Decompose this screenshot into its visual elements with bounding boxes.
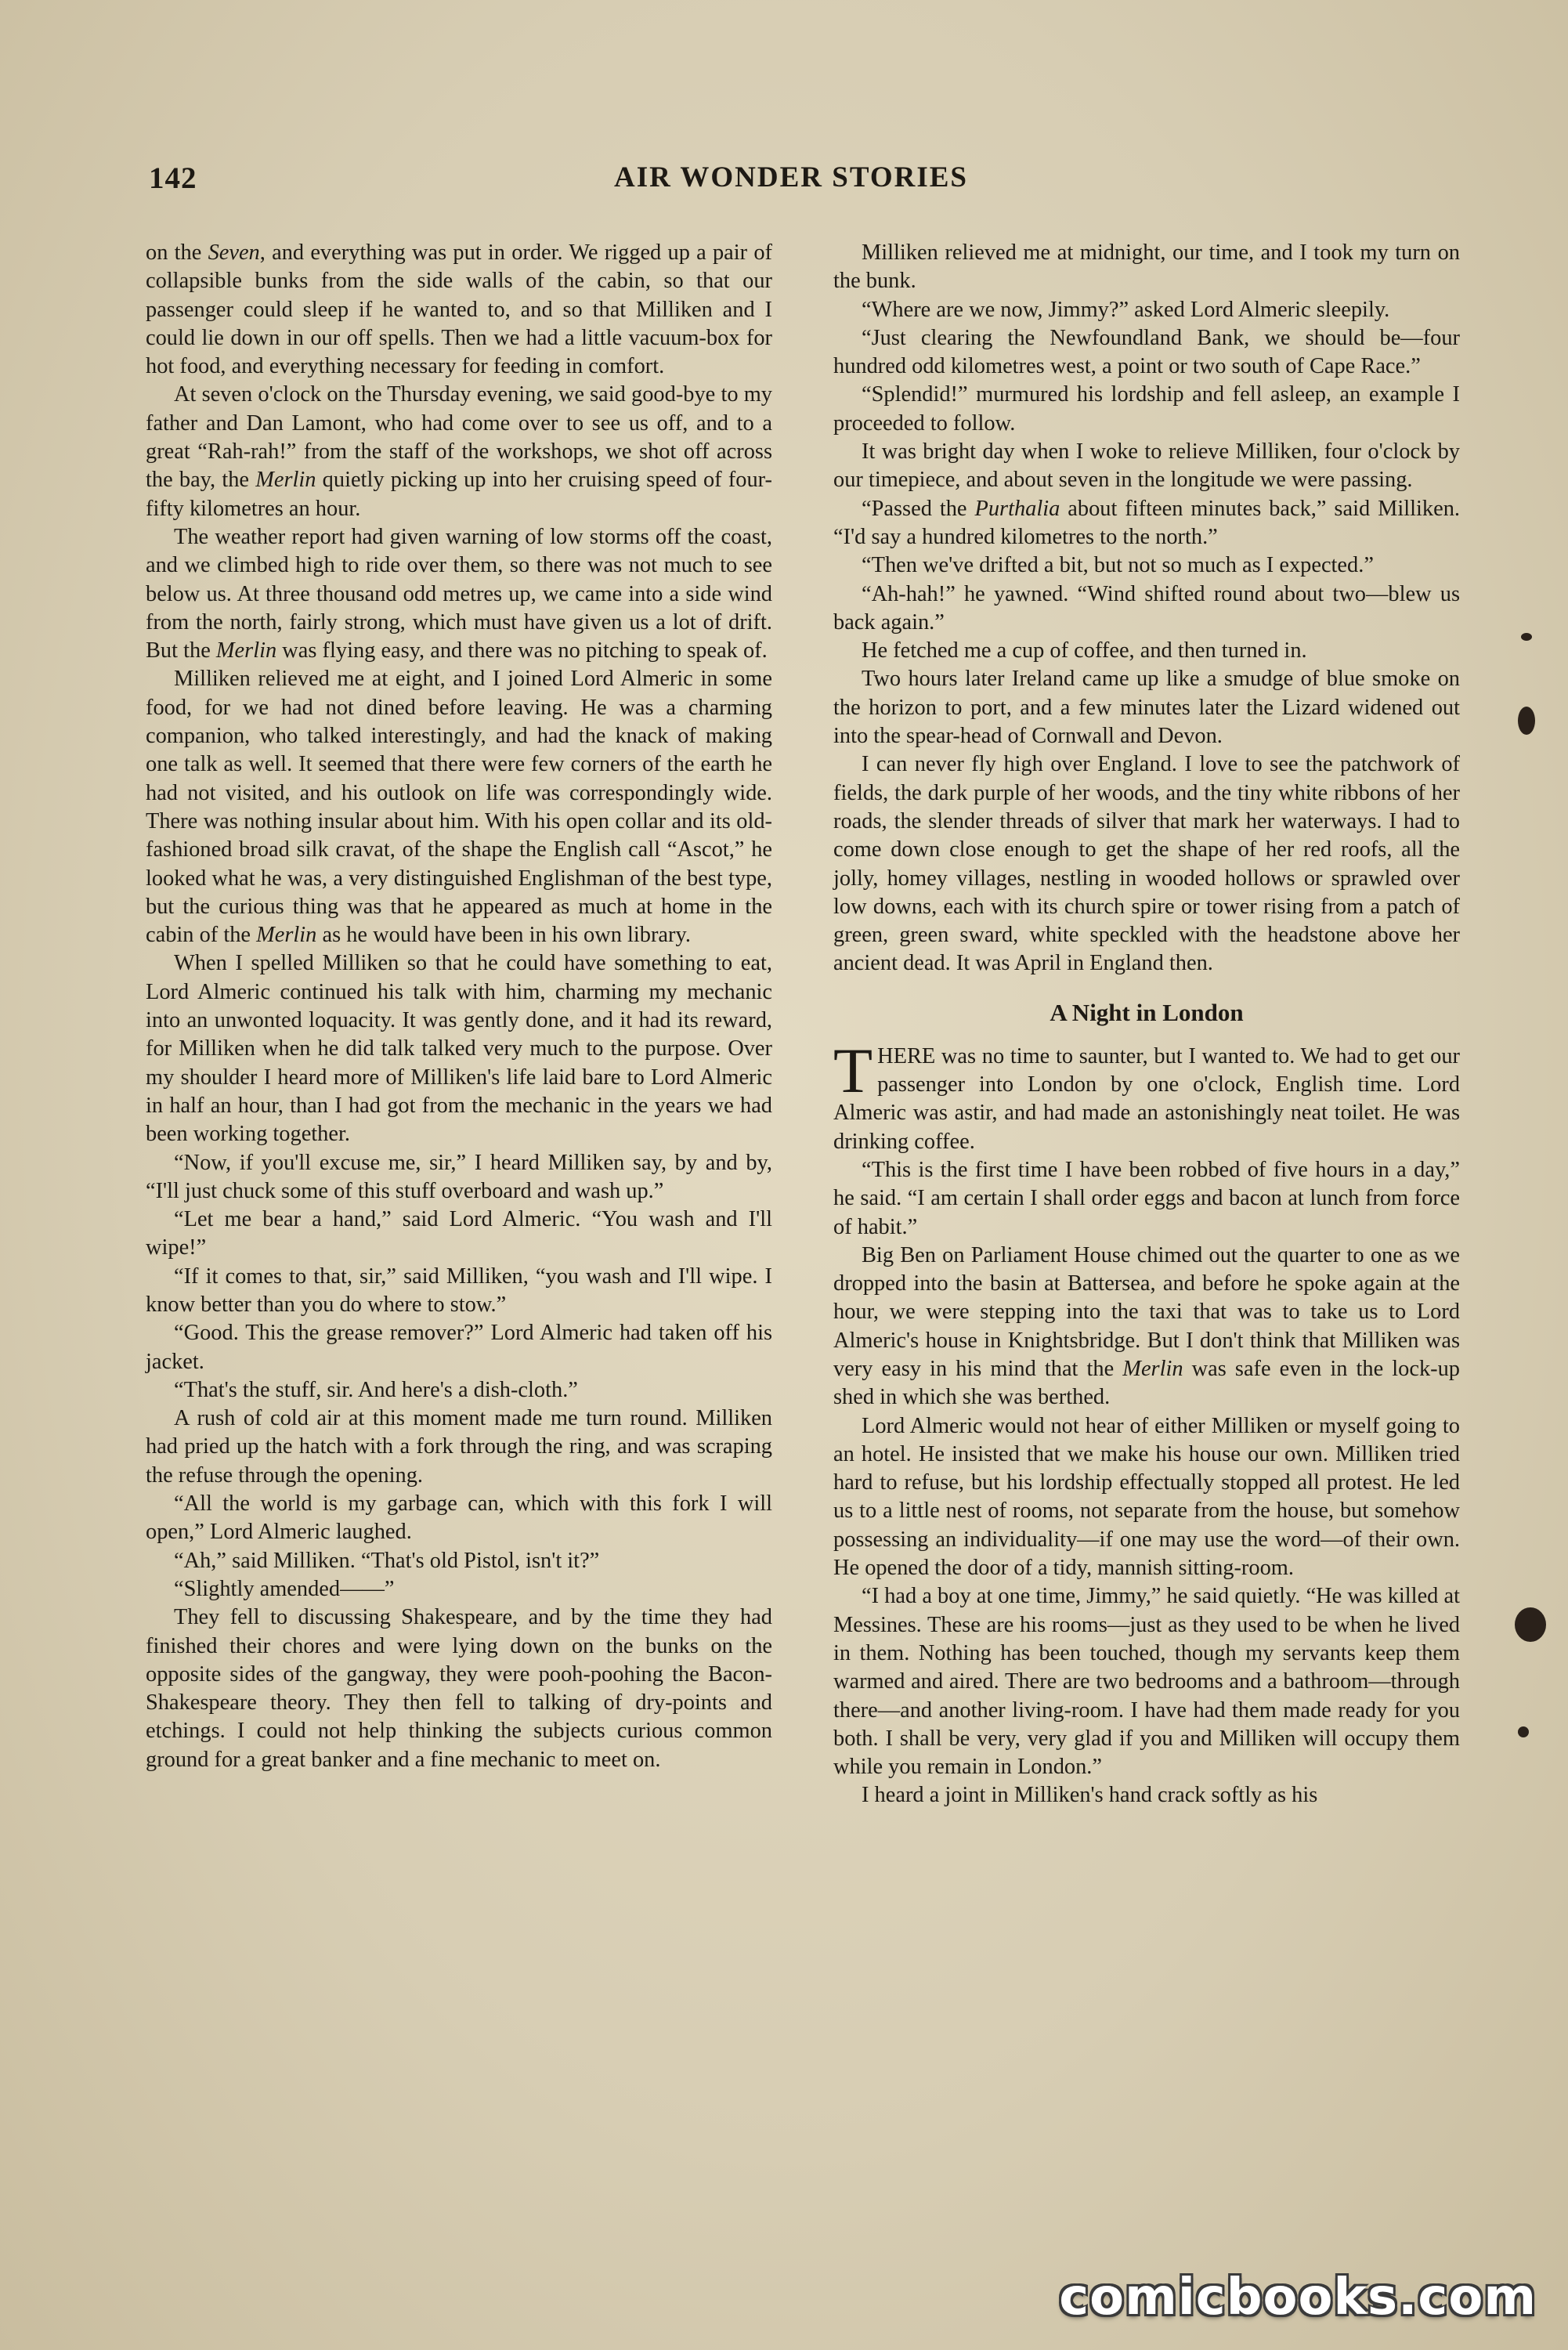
page-header: [149, 161, 1433, 208]
binder-hole-mark: [1518, 707, 1535, 735]
right-column: [833, 239, 1460, 1810]
paragraph: “That's the stuff, sir. And here's a dish-cloth.”: [174, 1377, 578, 1402]
binder-hole-mark: [1518, 1726, 1529, 1737]
paragraph: “Now, if you'll excuse me, sir,” I heard Milliken say, by and by, “I'll just chuck some of this stuff overboard and wash up.”: [146, 1150, 772, 1203]
page-number: 142: [149, 161, 197, 195]
paragraph: on the Seven, and everything was put in order. We rigged up a pair of collapsible bunks from the side walls of the cabin, so that our passenger could sleep if he wanted to, and so that Milliken and I could lie down in our off spells. Then we had a little vacuum-box for hot food, and everything necessary for feeding in comfort.: [146, 240, 772, 379]
paragraph: It was bright day when I woke to relieve Milliken, four o'clock by our timepiece, and about seven in the longitude we were passing.: [833, 439, 1460, 493]
paragraph: Big Ben on Parliament House chimed out the quarter to one as we dropped into the basin at Battersea, and before he spoke again at the hour, we were stepping into the taxi that was to take us to Lord Almeric's house in Knightsbridge. But I don't think that Milliken was very easy in his mind that the Merlin was safe even in the lock-up shed in which she was berthed.: [833, 1242, 1460, 1410]
section-first-paragraph-text: HERE was no time to saunter, but I wanted to. We had to get our passenger into London by one o'clock, English time. Lord Almeric was astir, and had made an astonishingly neat toilet. He was drinking coffee.: [833, 1043, 1460, 1154]
paragraph: He fetched me a cup of coffee, and then turned in.: [862, 638, 1307, 663]
section-heading: A Night in London: [1050, 998, 1244, 1026]
magazine-title: AIR WONDER STORIES: [613, 161, 969, 193]
paragraph: The weather report had given warning of low storms off the coast, and we climbed high to ride over them, so there was not much to see below us. At three thousand odd metres up, we came into a side wind from the north, fairly strong, which must have given us a lot of drift. But the Merlin was flying easy, and there was no pitching to speak of.: [146, 524, 772, 663]
drop-cap: T: [833, 1034, 873, 1106]
paragraph: “I had a boy at one time, Jimmy,” he said quietly. “He was killed at Messines. These are his rooms—just as they used to be when he lived in them. Nothing has been touched, though my servants keep them warmed and aired. There are two bedrooms and a bathroom—through there—and another living-room. I have had them made ready for you both. I shall be very, very glad if you and Milliken will occupy them while you remain in London.”: [833, 1584, 1460, 1780]
paragraph: “This is the first time I have been robbed of five hours in a day,” he said. “I am certain I shall order eggs and bacon at lunch from force of habit.”: [833, 1157, 1460, 1239]
paragraph: “Slightly amended——”: [174, 1576, 395, 1601]
paragraph: Milliken relieved me at midnight, our time, and I took my turn on the bunk.: [833, 240, 1460, 294]
paragraph: I can never fly high over England. I love to see the patchwork of fields, the dark purple of her woods, and the tiny white ribbons of her roads, the slender threads of silver that mark her waterways. I had to come down close enough to get the shape of her red roofs, all the jolly, homey villages, nestling in wooded hollows or sprawled over low downs, each with its church spire or tower rising from a patch of green, green sward, white speckled with the headstone above her ancient dead. It was April in England then.: [833, 752, 1460, 976]
paragraph: “Just clearing the Newfoundland Bank, we should be—four hundred odd kilometres west, a point or two south of Cape Race.”: [833, 325, 1460, 379]
paragraph: “Good. This the grease remover?” Lord Almeric had taken off his jacket.: [146, 1321, 772, 1374]
watermark-logo: comicbooks.com: [1059, 2269, 1537, 2326]
paragraph: Lord Almeric would not hear of either Milliken or myself going to an hotel. He insisted that we make his house our own. Milliken tried hard to refuse, but his lordship effectually stopped all protest. He led us to a little nest of rooms, not separate from the house, but somehow possessing an individuality—if one may use the word—of their own. He opened the door of a tidy, mannish sitting-room.: [833, 1413, 1460, 1581]
section-first-paragraph: [833, 1034, 1460, 1156]
paragraph: “Passed the Purthalia about fifteen minutes back,” said Milliken. “I'd say a hundred kilometres to the north.”: [833, 496, 1460, 549]
paragraph: A rush of cold air at this moment made me turn round. Milliken had pried up the hatch with a fork through the ring, and was scraping the refuse through the opening.: [146, 1406, 772, 1488]
paragraph: “All the world is my garbage can, which with this fork I will open,” Lord Almeric laughed.: [146, 1491, 772, 1545]
paragraph: Milliken relieved me at eight, and I joined Lord Almeric in some food, for we had not dined before leaving. He was a charming companion, who talked interestingly, and had the knack of making one talk as well. It seemed that there were few corners of the earth he had not visited, and his outlook on life was correspondingly wide. There was nothing insular about him. With his open collar and its old-fashioned broad silk cravat, of the shape the English call “Ascot,” he looked what he was, a very distinguished Englishman of the best type, but the curious thing was that he appeared as much at home in the cabin of the Merlin as he would have been in his own library.: [146, 667, 772, 948]
paragraph: I heard a joint in Milliken's hand crack softly as his: [862, 1783, 1318, 1808]
paragraph: “If it comes to that, sir,” said Milliken, “you wash and I'll wipe. I know better than you do where to stow.”: [146, 1264, 772, 1317]
left-column: [146, 239, 772, 1774]
paragraph: At seven o'clock on the Thursday evening, we said good-bye to my father and Dan Lamont, who had come over to see us off, and to a great “Rah-rah!” from the staff of the workshops, we shot off across the bay, the Merlin quietly picking up into her cruising speed of four-fifty kilometres an hour.: [146, 382, 772, 521]
paragraph: “Ah-hah!” he yawned. “Wind shifted round about two—blew us back again.”: [833, 581, 1460, 634]
binder-hole-mark: [1521, 633, 1532, 641]
binder-hole-mark: [1515, 1607, 1546, 1642]
paragraph: Two hours later Ireland came up like a smudge of blue smoke on the horizon to port, and a few minutes later the Lizard widened out into the spear-head of Cornwall and Devon.: [833, 667, 1460, 749]
paragraph: “Where are we now, Jimmy?” asked Lord Almeric sleepily.: [862, 297, 1390, 322]
paragraph: When I spelled Milliken so that he could have something to eat, Lord Almeric continued his talk with him, charming my mechanic into an unwonted loquacity. It was gently done, and it had its reward, for Milliken when he did talk talked very much to the purpose. Over my shoulder I heard more of Milliken's life laid bare to Lord Almeric in half an hour, than I had got from the mechanic in the years we had been working together.: [146, 951, 772, 1147]
paragraph: “Then we've drifted a bit, but not so much as I expected.”: [862, 553, 1374, 578]
paragraph: “Ah,” said Milliken. “That's old Pistol, isn't it?”: [174, 1548, 600, 1573]
paragraph: “Let me bear a hand,” said Lord Almeric. “You wash and I'll wipe!”: [146, 1207, 772, 1260]
paragraph: They fell to discussing Shakespeare, and by the time they had finished their chores and were lying down on the bunks on the opposite sides of the gangway, they were pooh-poohing the Bacon-Shakespeare theory. They then fell to talking of dry-points and etchings. I could not help thinking the subjects curious common ground for a great banker and a fine mechanic to meet on.: [146, 1605, 772, 1772]
paragraph: “Splendid!” murmured his lordship and fell asleep, an example I proceeded to follow.: [833, 382, 1460, 436]
